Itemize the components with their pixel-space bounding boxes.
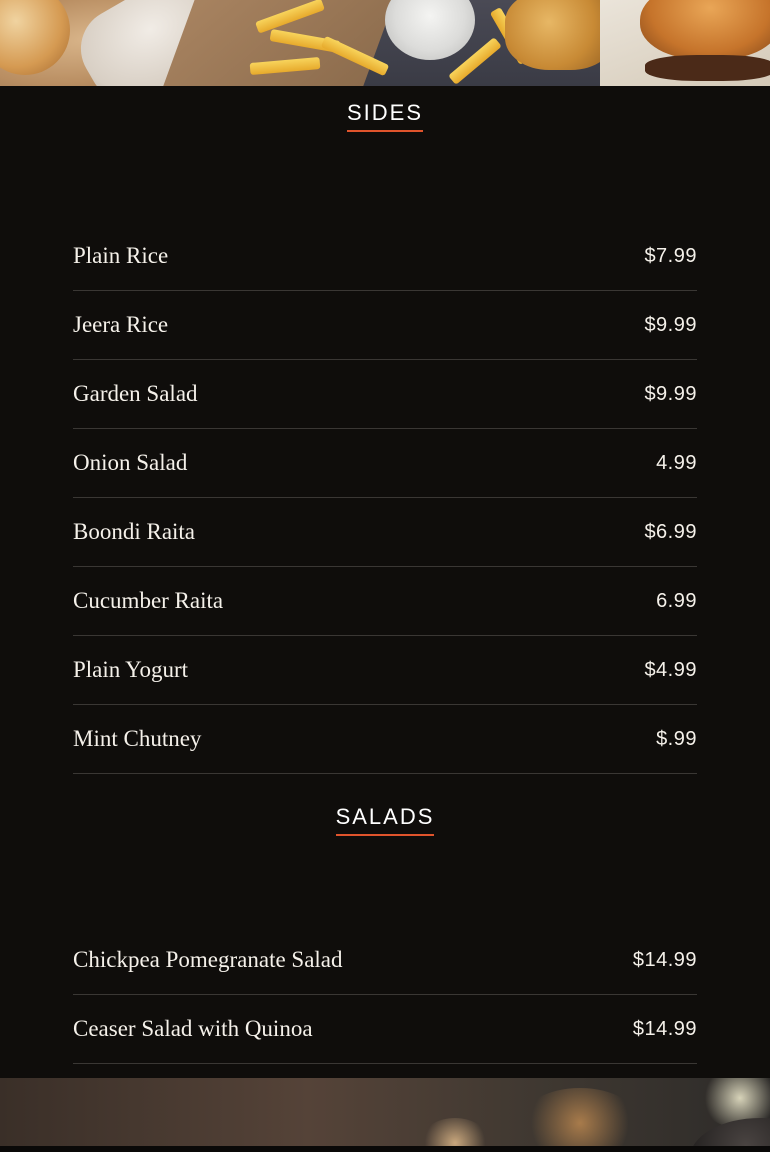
menu-item-price: $.99 [656, 727, 697, 750]
section-heading-text: SALADS [336, 804, 435, 836]
menu-item-price: $4.99 [644, 658, 697, 681]
menu-item [73, 995, 697, 1064]
menu-item [73, 926, 697, 995]
menu-item [73, 429, 697, 498]
ginger-shape [520, 1088, 640, 1146]
menu-item [73, 498, 697, 567]
menu-item-name: Onion Salad [73, 450, 188, 475]
menu-item-name: Mint Chutney [73, 726, 202, 751]
menu-item-name: Jeera Rice [73, 312, 169, 337]
menu-item-name: Plain Rice [73, 243, 169, 268]
menu-item [73, 222, 697, 291]
menu-item-price: 6.99 [656, 589, 697, 612]
menu-item-price: $7.99 [644, 244, 697, 267]
menu-item-name: Cucumber Raita [73, 588, 224, 613]
menu-item-price: $14.99 [632, 948, 697, 971]
menu-item-name: Boondi Raita [73, 519, 196, 544]
section-heading-text: SIDES [347, 100, 423, 132]
section-heading-sides [0, 100, 770, 132]
section-heading-salads [0, 804, 770, 836]
menu-item-price: $6.99 [644, 520, 697, 543]
menu-item-price: 4.99 [656, 451, 697, 474]
bowl-shape [690, 1118, 770, 1146]
menu-item-name: Plain Yogurt [73, 657, 189, 682]
sides-menu-list [73, 222, 697, 774]
menu-item [73, 291, 697, 360]
spice-shape [420, 1118, 490, 1146]
menu-item-name: Chickpea Pomegranate Salad [73, 947, 343, 972]
nuggets-shape [505, 0, 615, 70]
menu-item-name: Ceaser Salad with Quinoa [73, 1016, 313, 1041]
header-food-photo [0, 0, 770, 86]
menu-item [73, 360, 697, 429]
menu-item [73, 636, 697, 705]
menu-item-price: $14.99 [632, 1017, 697, 1040]
dip-bowl-shape [385, 0, 475, 60]
menu-item-price: $9.99 [644, 382, 697, 405]
footer-food-photo [0, 1078, 770, 1146]
menu-item [73, 567, 697, 636]
burger-patty-shape [645, 55, 770, 81]
menu-item-name: Garden Salad [73, 381, 198, 406]
salads-menu-list [73, 926, 697, 1064]
menu-item [73, 705, 697, 774]
page-bottom-edge [0, 1146, 770, 1152]
menu-item-price: $9.99 [644, 313, 697, 336]
